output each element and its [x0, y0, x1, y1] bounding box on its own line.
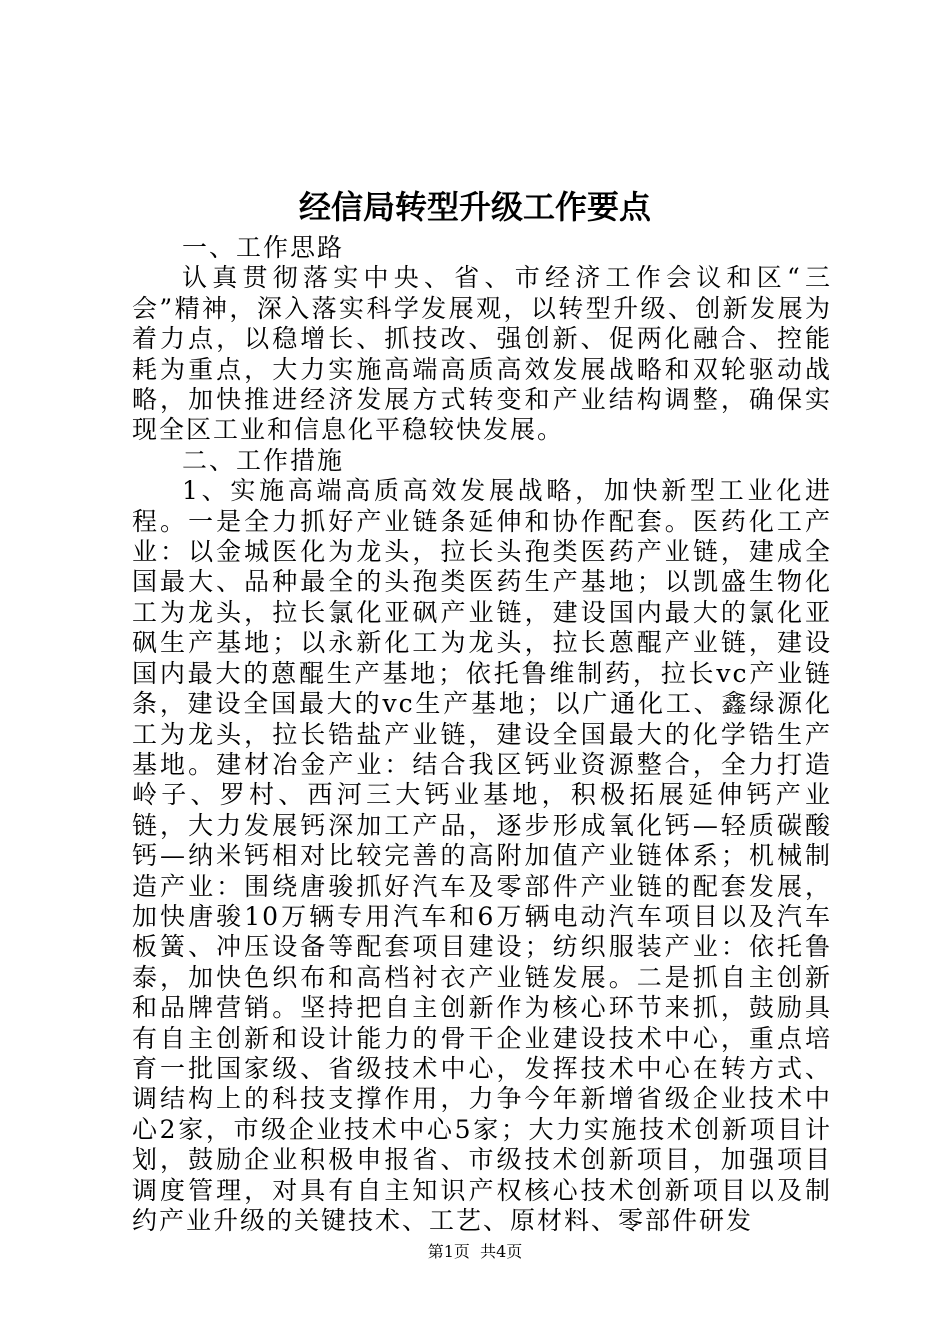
- document-title: 经信局转型升级工作要点: [298, 188, 651, 226]
- footer-gap: [470, 1242, 480, 1261]
- paragraph: 认真贯彻落实中央、省、市经济工作会议和区“三会”精神，深入落实科学发展观，以转型升级、创新发展为着力点，以稳增长、抓技改、强创新、促两化融合、控能耗为重点，大力实施高端高质高效发展战略和双轮驱动战略，加快推进经济发展方式转变和产业结构调整，确保实现全区工业和信息化平稳较快发展。: [132, 263, 832, 445]
- document-body: [132, 233, 832, 1236]
- page-number: 第1页: [427, 1242, 470, 1261]
- page-footer: [0, 1240, 950, 1264]
- section-heading: 一、工作思路: [182, 233, 345, 262]
- section-heading: 二、工作措施: [182, 445, 345, 475]
- page-total: 共4页: [480, 1242, 523, 1261]
- paragraph: 1、实施高端高质高效发展战略，加快新型工业化进程。一是全力抓好产业链条延伸和协作配套。医药化工产业：以金城医化为龙头，拉长头孢类医药产业链，建成全国最大、品种最全的头孢类医药生产基地；以凯盛生物化工为龙头，拉长氯化亚砜产业链，建设国内最大的氯化亚砜生产基地；以永新化工为龙头，拉长蒽醌产业链，建设国内最大的蒽醌生产基地；依托鲁维制药，拉长vc产业链条，建设全国最大的vc生产基地；以广通化工、鑫绿源化工为龙头，拉长锆盐产业链，建设全国最大的化学锆生产基地。建材冶金产业：结合我区钙业资源整合，全力打造岭子、罗村、西河三大钙业基地，积极拓展延伸钙产业链，大力发展钙深加工产品，逐步形成氧化钙—轻质碳酸钙—纳米钙相对比较完善的高附加值产业链体系；机械制造产业：围绕唐骏抓好汽车及零部件产业链的配套发展，加快唐骏10万辆专用汽车和6万辆电动汽车项目以及汽车板簧、冲压设备等配套项目建设；纺织服装产业：依托鲁泰，加快色织布和高档衬衣产业链发展。二是抓自主创新和品牌营销。坚持把自主创新作为核心环节来抓，鼓励具有自主创新和设计能力的骨干企业建设技术中心，重点培育一批国家级、省级技术中心，发挥技术中心在转方式、调结构上的科技支撑作用，力争今年新增省级企业技术中心2家，市级企业技术中心5家；大力实施技术创新项目计划，鼓励企业积极申报省、市级技术创新项目，加强项目调度管理，对具有自主知识产权核心技术创新项目以及制约产业升级的关键技术、工艺、原材料、零部件研发: [132, 476, 832, 1235]
